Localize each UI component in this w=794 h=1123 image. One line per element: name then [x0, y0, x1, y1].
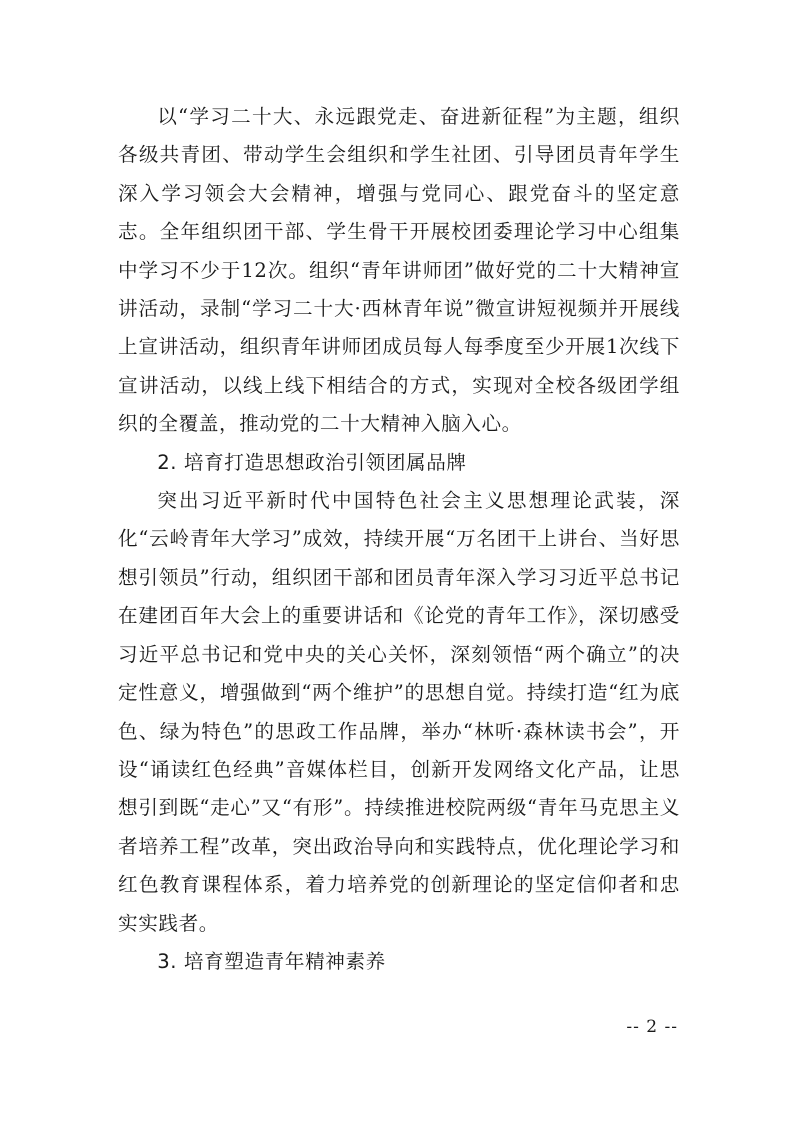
section-heading: 2. 培育打造思想政治引领团属品牌 [157, 450, 467, 474]
paragraph: 以“学习二十大、永远跟党走、奋进新征程”为主题，组织各级共青团、带动学生会组织和学生社团、引导团员青年学生深入学习领会大会精神，增强与党同心、跟党奋斗的坚定意志。全年组织团干部、学生骨干开展校团委理论学习中心组集中学习不少于12次。组织“青年讲师团”做好党的二十大精神宣讲活动，录制“学习二十大·西林青年说”微宣讲短视频并开展线上宣讲活动，组织青年讲师团成员每人每季度至少开展1次线下宣讲活动，以线上线下相结合的方式，实现对全校各级团学组织的全覆盖，推动党的二十大精神入脑入心。 [118, 105, 680, 436]
paragraph: 突出习近平新时代中国特色社会主义思想理论武装，深化“云岭青年大学习”成效，持续开展“万名团干上讲台、当好思想引领员”行动，组织团干部和团员青年深入学习习近平总书记在建团百年大会上的重要讲话和《论党的青年工作》，深切感受习近平总书记和党中央的关心关怀，深刻领悟“两个确立”的决定性意义，增强做到“两个维护”的思想自觉。持续打造“红为底色、绿为特色”的思政工作品牌，举办“林听·森林读书会”，开设“诵读红色经典”音媒体栏目，创新开发网络文化产品，让思想引到既“走心”又“有形”。持续推进校院两级“青年马克思主义者培养工程”改革，突出政治导向和实践特点，优化理论学习和红色教育课程体系，着力培养党的创新理论的坚定信仰者和忠实实践者。 [118, 489, 680, 935]
page-number: -- 2 -- [626, 1017, 678, 1037]
document-body [118, 98, 680, 981]
section-heading: 3. 培育塑造青年精神素养 [157, 949, 386, 973]
